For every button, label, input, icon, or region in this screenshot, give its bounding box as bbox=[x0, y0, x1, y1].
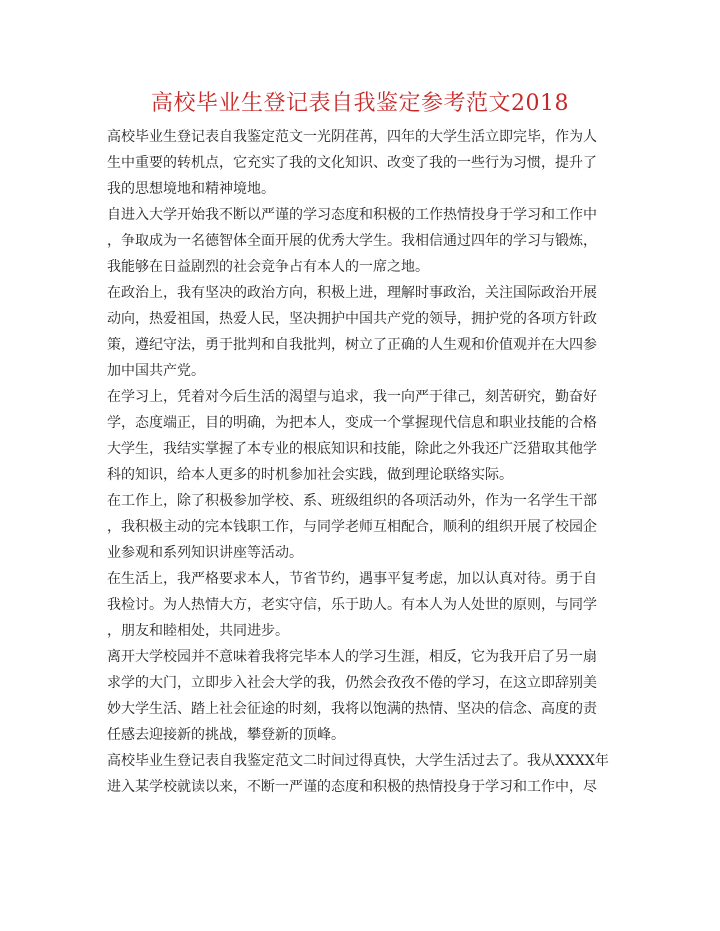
paragraph-line: ，争取成为一名德智体全面开展的优秀大学生。我相信通过四年的学习与锻炼， bbox=[107, 233, 597, 249]
paragraph-line: 学，态度端正，目的明确，为把本人，变成一个掌握现代信息和职业技能的合格 bbox=[107, 415, 597, 431]
paragraph-line: 高校毕业生登记表自我鉴定范文二时间过得真快，大学生活过去了。我从XXXX年 bbox=[107, 753, 609, 769]
paragraph bbox=[107, 202, 611, 280]
paragraph-line: 任感去迎接新的挑战，攀登新的顶峰。 bbox=[107, 727, 345, 743]
paragraph bbox=[107, 566, 611, 644]
paragraph bbox=[107, 384, 611, 488]
paragraph-line: 在工作上，除了积极参加学校、系、班级组织的各项活动外，作为一名学生干部 bbox=[107, 493, 597, 509]
paragraph-line: 动向，热爱祖国，热爱人民，坚决拥护中国共产党的领导，拥护党的各项方针政 bbox=[107, 311, 597, 327]
paragraph bbox=[107, 280, 611, 384]
paragraph bbox=[107, 124, 611, 202]
paragraph-line: 妙大学生活、踏上社会征途的时刻，我将以饱满的热情、坚决的信念、高度的责 bbox=[107, 701, 597, 717]
paragraph bbox=[107, 748, 611, 800]
paragraph-line: 求学的大门，立即步入社会大学的我，仍然会孜孜不倦的学习，在这立即辞别美 bbox=[107, 675, 597, 691]
document-body bbox=[107, 124, 611, 800]
paragraph-line: 科的知识，给本人更多的时机参加社会实践，做到理论联络实际。 bbox=[107, 467, 513, 483]
paragraph bbox=[107, 488, 611, 566]
paragraph-line: 离开大学校园并不意味着我将完毕本人的学习生涯，相反，它为我开启了另一扇 bbox=[107, 649, 597, 665]
paragraph-line: 高校毕业生登记表自我鉴定范文一光阴荏苒，四年的大学生活立即完毕，作为人 bbox=[107, 129, 597, 145]
paragraph-line: 大学生，我结实掌握了本专业的根底知识和技能，除此之外我还广泛猎取其他学 bbox=[107, 441, 597, 457]
paragraph-line: 我能够在日益剧烈的社会竞争占有本人的一席之地。 bbox=[107, 259, 429, 275]
paragraph bbox=[107, 644, 611, 748]
paragraph-line: 生中重要的转机点，它充实了我的文化知识、改变了我的一些行为习惯，提升了 bbox=[107, 155, 597, 171]
paragraph-line: 在生活上，我严格要求本人，节省节约，遇事平复考虑，加以认真对待。勇于自 bbox=[107, 571, 597, 587]
paragraph-line: ，我积极主动的完本钱职工作，与同学老师互相配合，顺利的组织开展了校园企 bbox=[107, 519, 597, 535]
paragraph-line: 进入某学校就读以来，不断一严谨的态度和积极的热情投身于学习和工作中，尽 bbox=[107, 779, 597, 795]
paragraph-line: 业参观和系列知识讲座等活动。 bbox=[107, 545, 303, 561]
paragraph-line: ，朋友和睦相处，共同进步。 bbox=[107, 623, 289, 639]
paragraph-line: 自进入大学开始我不断以严谨的学习态度和积极的工作热情投身于学习和工作中 bbox=[107, 207, 597, 223]
paragraph-line: 在政治上，我有坚决的政治方向，积极上进，理解时事政治，关注国际政治开展 bbox=[107, 285, 597, 301]
paragraph-line: 在学习上，凭着对今后生活的渴望与追求，我一向严于律己，刻苦研究，勤奋好 bbox=[107, 389, 597, 405]
paragraph-line: 加中国共产党。 bbox=[107, 363, 205, 379]
paragraph-line: 策，遵纪守法，勇于批判和自我批判，树立了正确的人生观和价值观并在大四参 bbox=[107, 337, 597, 353]
paragraph-line: 我的思想境地和精神境地。 bbox=[107, 181, 275, 197]
paragraph-line: 我检讨。为人热情大方，老实守信，乐于助人。有本人为人处世的原则，与同学 bbox=[107, 597, 597, 613]
document-title: 高校毕业生登记表自我鉴定参考范文2018 bbox=[151, 91, 569, 116]
